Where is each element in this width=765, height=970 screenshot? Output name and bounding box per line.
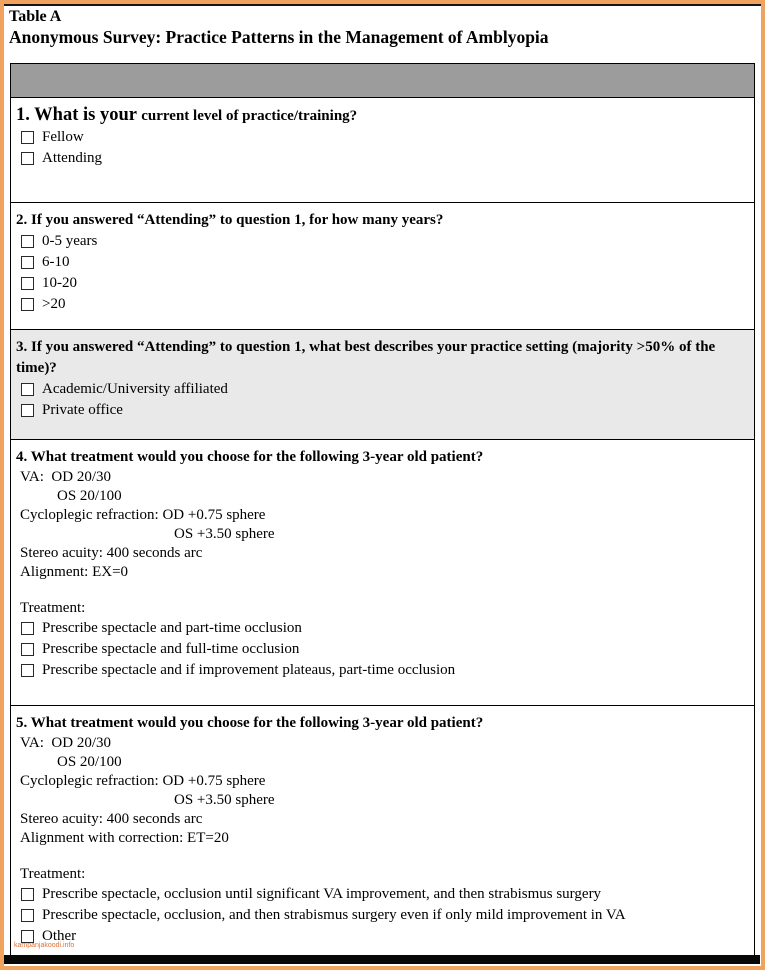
q4-line-cycloplegic: Cycloplegic refraction: OD +0.75 sphere [20,507,266,523]
checkbox-q5-option-2[interactable] [21,909,34,922]
option-label: 0-5 years [42,233,98,249]
option-label: Prescribe spectacle, occlusion until significant VA improvement, and then strabismus surgery [42,886,602,902]
option-label: 10-20 [42,275,77,291]
table-header-bar [11,64,754,97]
checkbox-q4-option-3[interactable] [21,664,34,677]
option-private-office [21,400,744,421]
option-academic [21,379,744,400]
question-5-heading: 5. What treatment would you choose for the following 3-year old patient? [16,715,484,731]
option-label: Academic/University affiliated [42,381,228,397]
survey-table [10,63,755,958]
option-label: Prescribe spectacle and full-time occlusion [42,641,300,657]
question-3-heading: 3. If you answered “Attending” to question 1, what best describes your practice setting (majority >50% of the time)? [16,339,716,376]
q5-line-cycloplegic: Cycloplegic refraction: OD +0.75 sphere [20,773,266,789]
checkbox-10-20[interactable] [21,277,34,290]
question-2-heading: 2. If you answered “Attending” to question 1, for how many years? [16,212,444,228]
option-q5-surgery-mild-improvement [21,905,744,926]
option-6-10 [21,252,744,273]
q4-treatment-label: Treatment: [20,600,86,616]
checkbox-private-office[interactable] [21,404,34,417]
option-label: 6-10 [42,254,70,270]
page-title: Anonymous Survey: Practice Patterns in the Management of Amblyopia [9,27,549,47]
option-q4-part-time-occlusion [21,618,744,639]
question-4-heading: 4. What treatment would you choose for the following 3-year old patient? [16,449,484,465]
question-2-row [11,202,754,329]
q5-line-va: VA: OD 20/30 [20,735,111,751]
option-label: Prescribe spectacle and if improvement plateaus, part-time occlusion [42,662,456,678]
checkbox-academic[interactable] [21,383,34,396]
q4-line-os: OS 20/100 [57,488,122,504]
q4-line-va: VA: OD 20/30 [20,469,111,485]
option-fellow [21,127,744,148]
option-label: Other [42,928,77,944]
table-label: Table A [9,8,62,25]
option-0-5-years [21,231,744,252]
checkbox-fellow[interactable] [21,131,34,144]
option-label: Prescribe spectacle, occlusion, and then strabismus surgery even if only mild improvement in VA [42,907,626,923]
q4-line-alignment: Alignment: EX=0 [20,564,129,580]
option-label: Prescribe spectacle and part-time occlusion [42,620,302,636]
option-gt-20 [21,294,744,315]
option-q5-surgery-after-improvement [21,884,744,905]
question-1-row [11,97,754,202]
checkbox-attending[interactable] [21,152,34,165]
q4-line-stereo: Stereo acuity: 400 seconds arc [20,545,203,561]
q5-line-alignment: Alignment with correction: ET=20 [20,830,229,846]
checkbox-0-5-years[interactable] [21,235,34,248]
q5-line-stereo: Stereo acuity: 400 seconds arc [20,811,203,827]
bottom-black-bar [4,955,760,964]
checkbox-q5-option-1[interactable] [21,888,34,901]
q5-line-os-sphere: OS +3.50 sphere [174,792,275,808]
option-q5-other [21,926,744,947]
option-attending [21,148,744,169]
question-1-heading-large: 1. What is your [16,105,142,125]
option-label: Attending [42,150,102,166]
option-q4-plateau-occlusion [21,660,744,681]
q5-line-os: OS 20/100 [57,754,122,770]
checkbox-q4-option-2[interactable] [21,643,34,656]
watermark-text: kampanjakoodi.info [14,942,75,949]
q5-treatment-label: Treatment: [20,866,86,882]
q4-line-os-sphere: OS +3.50 sphere [174,526,275,542]
option-10-20 [21,273,744,294]
question-1-heading [16,105,744,127]
option-label: Fellow [42,129,84,145]
option-q4-full-time-occlusion [21,639,744,660]
question-4-row [11,439,754,705]
checkbox-6-10[interactable] [21,256,34,269]
checkbox-gt-20[interactable] [21,298,34,311]
question-1-heading-rest: current level of practice/training? [141,108,358,124]
question-3-row [11,329,754,439]
title-block [4,6,761,48]
option-label: >20 [42,296,66,312]
option-label: Private office [42,402,123,418]
question-5-row [11,705,754,957]
checkbox-q4-option-1[interactable] [21,622,34,635]
